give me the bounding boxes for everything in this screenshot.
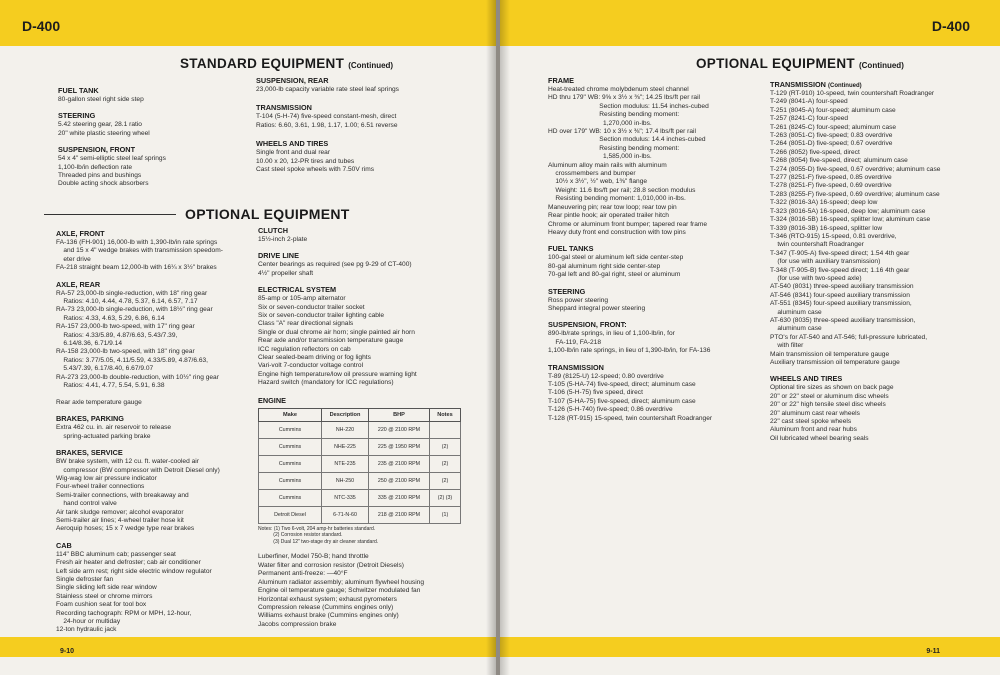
- section-text: 54 x 4" semi-elliptic steel leaf springs 1,100-lb/in deflection rate Threaded pins and bushings Double acting shock absorbers: [58, 155, 166, 188]
- section-heading: TRANSMISSION: [256, 103, 312, 113]
- table-cell: NH-220: [322, 421, 369, 438]
- section-heading: WHEELS AND TIRES: [256, 139, 329, 149]
- section-heading: STEERING: [548, 286, 586, 296]
- section-heading: DRIVE LINE: [258, 251, 299, 261]
- section-heading: AXLE, REAR: [56, 279, 101, 289]
- section-heading: ELECTRICAL SYSTEM: [258, 285, 337, 295]
- top-yellow-band: [500, 0, 1000, 46]
- section-text: 5.42 steering gear, 28.1 ratio 20" white plastic steering wheel: [58, 121, 150, 137]
- section-text: 100-gal steel or aluminum left side center-step 80-gal aluminum right side center-step 70-gal left and 80-gal right, steel or aluminum: [548, 254, 684, 279]
- section-heading: STEERING: [58, 111, 96, 121]
- column-header: BHP: [369, 408, 430, 421]
- table-cell: (2) (3): [430, 489, 461, 506]
- engine-table-header: [259, 408, 461, 421]
- right-col-2: [770, 80, 996, 450]
- column-header: Make: [259, 408, 322, 421]
- standard-col-2: [256, 76, 491, 181]
- section-axle-rear: [56, 280, 256, 408]
- table-row: [259, 438, 461, 455]
- section-clutch: [258, 226, 493, 244]
- engine-table: [258, 408, 461, 524]
- section-transmission: [548, 363, 770, 423]
- engine-notes: Notes: (1) Two 6-volt, 204 amp-hr batteries standard. (2) Corrosion resistor standard. (3) Dual 12" two-stage dry air cleaner standard.: [258, 525, 379, 545]
- table-cell: (2): [430, 472, 461, 489]
- table-cell: Detroit Diesel: [259, 506, 322, 523]
- section-heading-suffix: (Continued): [827, 83, 862, 89]
- optional-equipment-title: OPTIONAL EQUIPMENT: [185, 206, 350, 222]
- spine-shadow-left: [486, 0, 496, 675]
- section-brakes-parking: [56, 414, 256, 441]
- standard-title-suffix: (Continued): [348, 61, 394, 70]
- optional-col-1: [56, 229, 256, 642]
- section-heading: FUEL TANK: [58, 86, 99, 95]
- section-suspension-front: [58, 145, 248, 189]
- section-text: Heat-treated chrome molybdenum steel channel HD thru 179" WB: 9⅝ x 3½ x ⅜"; 14.25 lbs/ft per rail Section modulus: 11.54 inches-cubed Resisting bending moment: 1,270,000 in-lbs. HD over 179" WB: 10 x 3½ x ⅜"; 17.4 lbs/ft per rail Section modulus: 14.4 inches-cubed Resisting bending moment: 1,585,000 in-lbs. Aluminum alloy main rails with aluminum crossmembers and bumper 10½ x 3½", ½" web, 1⅜" flange Weight: 11.6 lbs/ft per rail; 28.8 section modulus Resisting bending moment: 1,010,000 in-lbs. Maneuvering pin; rear tow loop; rear tow pin Rear pintle hook; air operated trailer hitch Chrome or aluminum front bumper; tapered rear frame Heavy duty front end construction with tow pins: [548, 86, 709, 236]
- section-heading-text: TRANSMISSION: [770, 80, 826, 89]
- section-heading: BRAKES, SERVICE: [56, 448, 123, 458]
- section-fuel-tanks: [548, 244, 770, 279]
- section-heading: CAB: [56, 540, 72, 550]
- table-cell: NH-250: [322, 472, 369, 489]
- section-cab: [56, 541, 256, 635]
- right-col-1: [548, 76, 770, 430]
- section-steering: [548, 287, 770, 314]
- section-heading: WHEELS AND TIRES: [770, 374, 843, 384]
- table-cell: 6-71-N-60: [322, 506, 369, 523]
- column-header: Description: [322, 408, 369, 421]
- bottom-yellow-band: [500, 637, 1000, 657]
- section-suspension-rear: [256, 76, 491, 94]
- section-text: 890-lb/rate springs, in lieu of 1,100-lb/in, for FA-119, FA-218 1,100-lb/in rate springs, in lieu of 1,390-lb/in, for FA-136: [548, 330, 711, 355]
- table-cell: (2): [430, 455, 461, 472]
- section-heading: SUSPENSION, FRONT:: [548, 320, 627, 330]
- section-steering: [58, 111, 248, 138]
- table-cell: [430, 421, 461, 438]
- table-row: [259, 455, 461, 472]
- section-heading: FRAME: [548, 76, 574, 85]
- section-drive-line: [258, 251, 493, 278]
- section-text: 23,000-lb capacity variable rate steel leaf springs: [256, 86, 399, 93]
- optional-title-suffix: (Continued): [858, 61, 904, 70]
- table-cell: 235 @ 2100 RPM: [369, 455, 430, 472]
- section-text: Center bearings as required (see pg 9-29 of CT-400) 4½" propeller shaft: [258, 261, 412, 277]
- section-heading: AXLE, FRONT: [56, 229, 105, 238]
- section-electrical-system: [258, 285, 493, 387]
- section-text: 114" BBC aluminum cab; passenger seat Fresh air heater and defroster; cab air conditioner Left side arm rest; right side electric window regulator Single defroster fan Single sliding left side rear window Stainless steel or chrome mirrors Foam cushion seat for tool box Recording tachograph: RPM or MPH, 12-hour, 24-hour or multiday 12-ton hydraulic jack: [56, 550, 212, 634]
- left-page: [0, 0, 496, 675]
- section-heading: SUSPENSION, FRONT: [58, 145, 136, 155]
- engine-heading: ENGINE: [258, 395, 286, 405]
- table-cell: Cummins: [259, 472, 322, 489]
- standard-equipment-title: [180, 56, 393, 71]
- optional-title-text: OPTIONAL EQUIPMENT: [696, 56, 855, 71]
- standard-col-1: [58, 86, 248, 196]
- page-number-right: 9-11: [926, 648, 940, 655]
- optional-continued-title: [696, 56, 904, 71]
- section-transmission-continued: [770, 80, 996, 367]
- section-text: Extra 462 cu. in. air reservoir to release spring-actuated parking brake: [56, 424, 172, 440]
- section-heading: BRAKES, PARKING: [56, 414, 124, 424]
- table-row: [259, 489, 461, 506]
- section-suspension-front: [548, 320, 770, 355]
- table-cell: 225 @ 1950 RPM: [369, 438, 430, 455]
- section-text: 15½-inch 2-plate: [258, 236, 308, 243]
- section-wheels-tires: [256, 139, 491, 174]
- model-label-left: D-400: [22, 18, 61, 34]
- table-row: [259, 421, 461, 438]
- table-cell: 335 @ 2100 RPM: [369, 489, 430, 506]
- section-frame: [548, 76, 770, 237]
- section-text: FA-136 (FH-901) 16,000-lb with 1,390-lb/in rate springs and 15 x 4" wedge brakes with transmission speedom- eter drive FA-218 straight beam 12,000-lb with 16¼ x 3½" brakes: [56, 239, 223, 272]
- table-cell: 220 @ 2100 RPM: [369, 421, 430, 438]
- section-axle-front: [56, 229, 256, 273]
- section-text: Single front and dual rear 10.00 x 20, 12-PR tires and tubes Cast steel spoke wheels with 7.50V rims: [256, 149, 375, 174]
- table-cell: NTC-335: [322, 489, 369, 506]
- section-heading: CLUTCH: [258, 226, 288, 235]
- section-text: T-89 (8125-U) 12-speed; 0.80 overdrive T-105 (5-HA-74) five-speed, direct; aluminum case T-106 (5-H-75) five speed, direct T-107 (5-HA-75) five-speed, direct; aluminum case T-126 (5-H-740) five-speed; 0.86 overdrive T-128 (RT-915) 15-speed, twin countershaft Roadranger: [548, 372, 713, 422]
- section-brakes-service: [56, 448, 256, 534]
- section-transmission: [256, 103, 491, 130]
- section-text: T-129 (RT-910) 10-speed, twin countershaft Roadranger T-249 (8041-A) four-speed T-251 (8045-A) four-speed; aluminum case T-257 (8241-C) four-speed T-261 (8245-C) four-speed; aluminum case T-263 (8051-C) five-speed; 0.83 overdrive T-264 (8051-D) five-speed; 0.67 overdrive T-266 (8052) five-speed, direct T-268 (8054) five-speed, direct; aluminum case T-274 (8055-D) five-speed, 0.67 overdrive; aluminum case T-277 (8251-F) five-speed, 0.85 overdrive T-278 (8251-F) five-speed, 0.69 overdrive T-283 (8255-F) five-speed, 0.69 overdrive; aluminum case T-322 (8016-3A) 16-speed; deep low T-323 (8016-5A) 16-speed, deep low; aluminum case T-324 (8016-5B) 16-speed, splitter low; aluminum case T-339 (8016-3B) 16-speed, splitter low T-346 (RTO-915) 15-speed, 0.81 overdrive, twin countershaft Roadranger T-347 (T-905-A) five-speed direct; 1.54 4th gear (for use with auxiliary transmission) T-348 (T-905-B) five-speed direct; 1.16 4th gear (for use with two-speed axle) AT-540 (8031) three-speed auxiliary transmission AT-546 (8341) four-speed auxiliary transmission AT-551 (8345) four-speed auxiliary transmission, aluminum case AT-630 (8035) three-speed auxiliary transmission, aluminum case PTO's for AT-540 and AT-546; full-pressure lubricated, with filter Main transmission oil temperature gauge Auxiliary transmission oil temperature gauge: [770, 90, 941, 366]
- section-text: Optional tire sizes as shown on back page 20" or 22" steel or aluminum disc wheels 20" or 22" high tensile steel disc wheels 20" aluminum cast rear wheels 22" cast steel spoke wheels Aluminum front and rear hubs Oil lubricated wheel bearing seals: [770, 384, 894, 442]
- model-label-right: D-400: [931, 18, 970, 34]
- section-heading: TRANSMISSION: [548, 362, 604, 372]
- section-text: 80-gallon steel right side step: [58, 96, 144, 103]
- standard-title-text: STANDARD EQUIPMENT: [180, 56, 345, 71]
- table-row: [259, 506, 461, 523]
- column-header: Notes: [430, 408, 461, 421]
- right-page: [500, 0, 1000, 675]
- spine-shadow-right: [500, 0, 510, 675]
- table-cell: Cummins: [259, 489, 322, 506]
- section-text: 85-amp or 105-amp alternator Six or seven-conductor trailer socket Six or seven-conductor trailer lighting cable Class "A" rear directional signals Single or dual chrome air horn; single painted air horn Rear axle and/or transmission temperature gauge ICC regulation reflectors on cab Clear sealed-beam driving or fog lights Vari-volt 7-conductor voltage control Engine high temperature/low oil pressure warning light Hazard switch (mandatory for ICC regulations): [258, 295, 417, 387]
- section-text: T-104 (5-H-74) five-speed constant-mesh, direct Ratios: 6.60, 3.61, 1.98, 1.17, 1.00; 6.51 reverse: [256, 113, 398, 129]
- section-heading: SUSPENSION, REAR: [256, 76, 329, 85]
- page-number-left: 9-10: [60, 648, 75, 655]
- section-fuel-tank: [58, 86, 248, 104]
- section-wheels-tires: [770, 374, 996, 443]
- optional-col-2: [258, 226, 493, 629]
- table-cell: Cummins: [259, 438, 322, 455]
- section-text: RA-57 23,000-lb single-reduction, with 18" ring gear Ratios: 4.10, 4.44, 4.78, 5.37, 6.14, 6.57, 7.17 RA-73 23,000-lb single-reduction, with 18½" ring gear Ratios: 4.33, 4.63, 5.29, 6.86, 6.14 RA-157 23,000-lb two-speed, with 17" ring gear Ratios: 4.33/5.89, 4.87/6.63, 5.43/7.39, 6.14/8.36, 6.71/9.14 RA-158 23,000-lb two-speed, with 18" ring gear Ratios: 3.77/5.05, 4.11/5.59, 4.33/5.89, 4.87/6.63, 5.43/7.39, 6.17/8.40, 6.67/9.07 RA-273 23,000-lb double-reduction, with 10½" ring gear Ratios: 4.41, 4.77, 5.54, 5.91, 6.38 Rear axle temperature gauge: [56, 289, 219, 406]
- top-yellow-band: [0, 0, 496, 46]
- table-row: [259, 472, 461, 489]
- table-cell: NTE-235: [322, 455, 369, 472]
- table-cell: (2): [430, 438, 461, 455]
- table-cell: Cummins: [259, 455, 322, 472]
- section-text: Ross power steering Sheppard integral power steering: [548, 296, 646, 312]
- section-heading: FUEL TANKS: [548, 244, 594, 254]
- engine-extras: Luberfiner, Model 750-B; hand throttle Water filter and corrosion resistor (Detroit Diesels) Permanent anti-freeze: —40°F Aluminum radiator assembly; aluminum flywheel housing Engine oil temperature gauge; Schwitzer modulated fan Horizontal exhaust system; exhaust pyrometers Compression release (Cummins engines only) Williams exhaust brake (Cummins engines only) Jacobs compression brake: [258, 553, 425, 628]
- table-cell: NHE-225: [322, 438, 369, 455]
- table-cell: (1): [430, 506, 461, 523]
- table-cell: 250 @ 2100 RPM: [369, 472, 430, 489]
- table-cell: 218 @ 2100 RPM: [369, 506, 430, 523]
- section-heading: [770, 80, 996, 89]
- divider-rule: [44, 214, 176, 215]
- section-text: BW brake system, with 12 cu. ft. water-cooled air compressor (BW compressor with Detroit Diesel only) Wig-wag low air pressure indicator Four-wheel trailer connections Semi-trailer connections, with breakaway and hand control valve Air tank sludge remover; alcohol evaporator Semi-trailer air lines; 4-wheel trailer hose kit Aeroquip hoses; 15 x 7 wedge type rear brakes: [56, 458, 220, 533]
- table-cell: Cummins: [259, 421, 322, 438]
